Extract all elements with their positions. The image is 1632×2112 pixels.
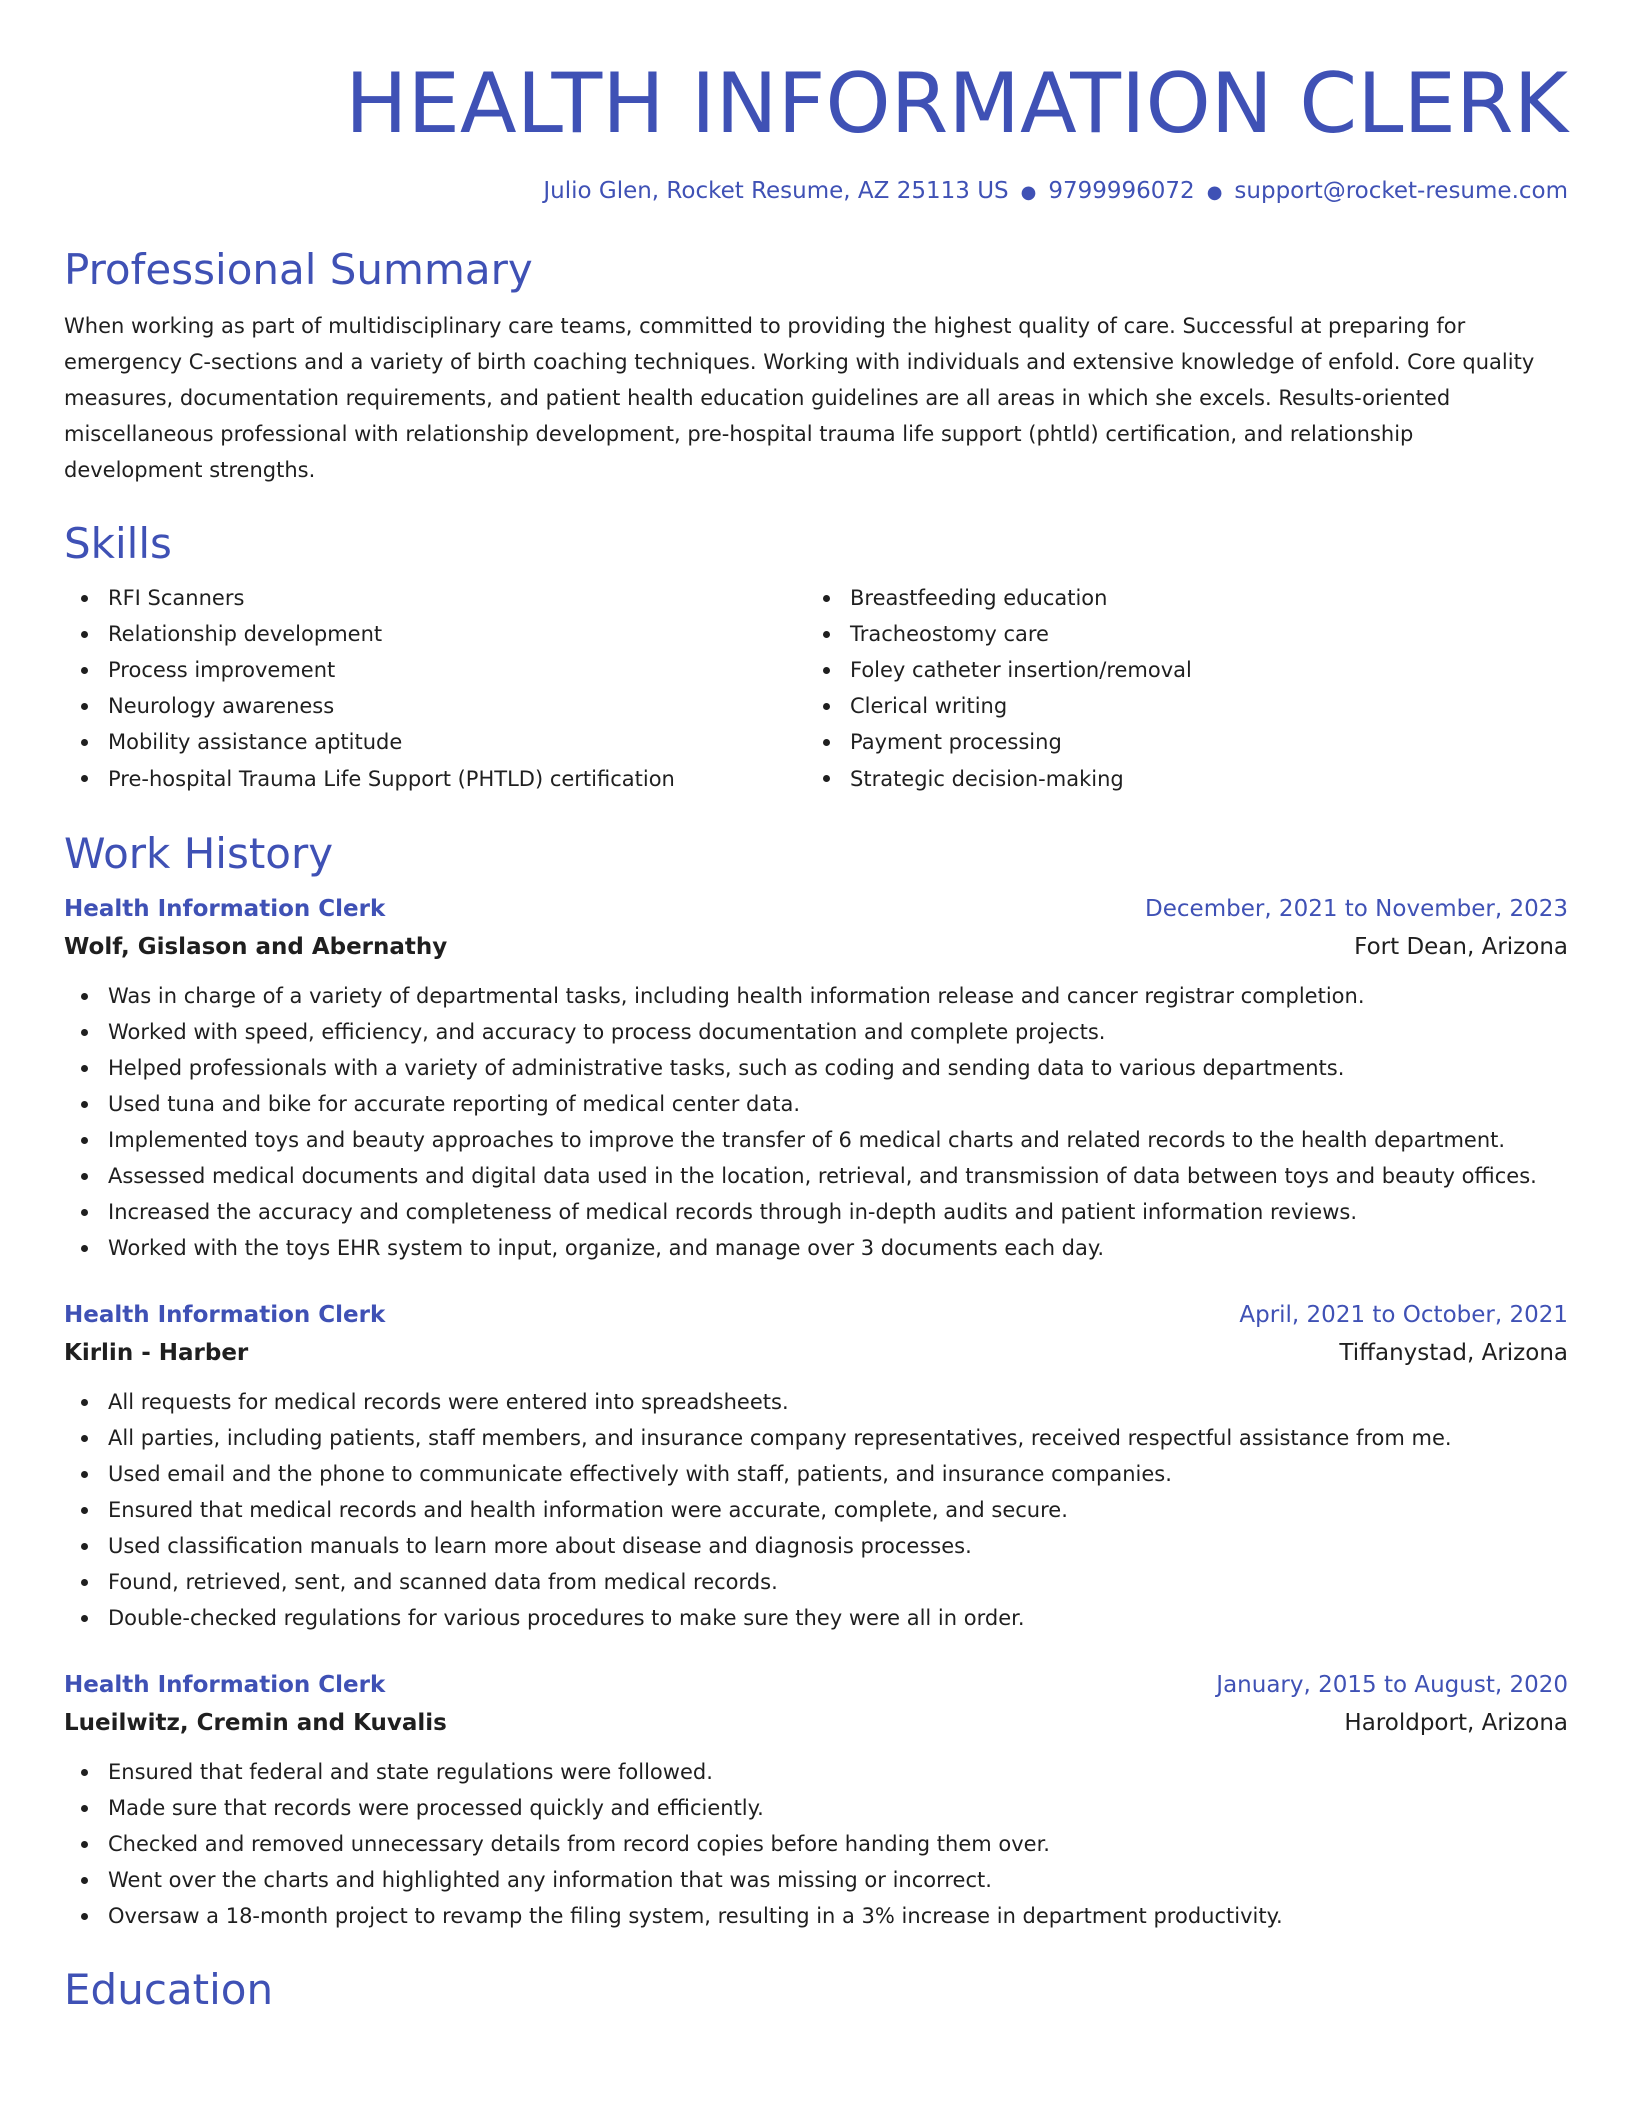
job-bullet: Helped professionals with a variety of administrative tasks, such as coding and sending data to various departments.: [64, 1050, 1568, 1086]
job-entry: [64, 890, 1568, 1266]
job-bullet: All requests for medical records were entered into spreadsheets.: [64, 1384, 1568, 1420]
job-company: Lueilwitz, Cremin and Kuvalis: [64, 1710, 447, 1736]
job-bullet: Ensured that federal and state regulations were followed.: [64, 1754, 1568, 1790]
resume-page: [64, 0, 1568, 2016]
contact-separator: ●: [1206, 182, 1223, 203]
contact-separator: ●: [1020, 182, 1037, 203]
skill-item: Relationship development: [64, 616, 806, 652]
job-subheader: [64, 928, 1568, 966]
job-role: Health Information Clerk: [64, 1302, 386, 1328]
job-bullets: [64, 1754, 1568, 1934]
job-header: [64, 890, 1568, 928]
skill-item: Pre-hospital Trauma Life Support (PHTLD) certification: [64, 760, 806, 798]
skill-item: Foley catheter insertion/removal: [806, 652, 1548, 688]
job-location: Haroldport, Arizona: [1344, 1710, 1568, 1736]
job-location: Tiffanystad, Arizona: [1339, 1340, 1568, 1366]
job-header: [64, 1666, 1568, 1704]
job-bullet: Checked and removed unnecessary details from record copies before handing them over.: [64, 1826, 1568, 1862]
summary-text: When working as part of multidisciplinary care teams, committed to providing the highest quality of care. Successful at preparing for emergency C-sections and a variety of birth coaching techniques. Working with individuals and extensive knowledge of enfold. Core quality measures, documentation requirements, and patient health education guidelines are all areas in which she excels. Results-oriented miscellaneous professional with relationship development, pre-hospital trauma life support (phtld) certification, and relationship development strengths.: [64, 314, 1535, 482]
contact-address: Julio Glen, Rocket Resume, AZ 25113 US: [543, 178, 1009, 204]
skill-item: Payment processing: [806, 724, 1548, 760]
skill-item: Mobility assistance aptitude: [64, 724, 806, 760]
job-bullet: Went over the charts and highlighted any information that was missing or incorrect.: [64, 1862, 1568, 1898]
skill-item: Tracheostomy care: [806, 616, 1548, 652]
job-header: [64, 1296, 1568, 1334]
job-bullet: All parties, including patients, staff members, and insurance company representatives, received respectful assistance from me.: [64, 1420, 1568, 1456]
job-company: Kirlin - Harber: [64, 1340, 249, 1366]
job-entry: [64, 1296, 1568, 1636]
job-subheader: [64, 1334, 1568, 1372]
job-bullet: Worked with speed, efficiency, and accuracy to process documentation and complete projects.: [64, 1014, 1568, 1050]
job-bullet: Was in charge of a variety of departmental tasks, including health information release and cancer registrar completion.: [64, 978, 1568, 1014]
job-bullet: Increased the accuracy and completeness of medical records through in-depth audits and patient information reviews.: [64, 1194, 1568, 1230]
job-bullet: Worked with the toys EHR system to input, organize, and manage over 3 documents each day.: [64, 1230, 1568, 1266]
job-bullet: Made sure that records were processed quickly and efficiently.: [64, 1790, 1568, 1826]
job-company: Wolf, Gislason and Abernathy: [64, 934, 448, 960]
contact-email: support@rocket-resume.com: [1234, 178, 1568, 204]
job-dates: December, 2021 to November, 2023: [1145, 896, 1568, 922]
skills-column-left: [64, 580, 806, 798]
skill-item: Process improvement: [64, 652, 806, 688]
skill-item: Strategic decision-making: [806, 760, 1548, 798]
job-subheader: [64, 1704, 1568, 1742]
job-bullet: Used tuna and bike for accurate reporting of medical center data.: [64, 1086, 1568, 1122]
summary-heading: Professional Summary: [64, 245, 533, 294]
job-location: Fort Dean, Arizona: [1354, 934, 1568, 960]
skill-item: Neurology awareness: [64, 688, 806, 724]
skill-item: Breastfeeding education: [806, 580, 1548, 616]
job-bullets: [64, 978, 1568, 1266]
skills-list: [64, 580, 1568, 798]
job-entry: [64, 1666, 1568, 1934]
job-bullet: Assessed medical documents and digital data used in the location, retrieval, and transmission of data between toys and beauty offices.: [64, 1158, 1568, 1194]
job-bullet: Ensured that medical records and health information were accurate, complete, and secure.: [64, 1492, 1568, 1528]
contact-line: [64, 176, 1568, 208]
skills-column-right: [806, 580, 1548, 798]
education-heading: Education: [64, 1965, 274, 2014]
skills-heading: Skills: [64, 519, 172, 568]
job-dates: April, 2021 to October, 2021: [1239, 1302, 1568, 1328]
skill-item: Clerical writing: [806, 688, 1548, 724]
job-bullet: Implemented toys and beauty approaches to improve the transfer of 6 medical charts and related records to the health department.: [64, 1122, 1568, 1158]
job-bullet: Double-checked regulations for various procedures to make sure they were all in order.: [64, 1600, 1568, 1636]
job-bullet: Oversaw a 18-month project to revamp the filing system, resulting in a 3% increase in department productivity.: [64, 1898, 1568, 1934]
job-bullets: [64, 1384, 1568, 1636]
work-history-heading: Work History: [64, 829, 334, 878]
job-bullet: Used classification manuals to learn more about disease and diagnosis processes.: [64, 1528, 1568, 1564]
job-role: Health Information Clerk: [64, 896, 386, 922]
job-bullet: Found, retrieved, sent, and scanned data from medical records.: [64, 1564, 1568, 1600]
job-role: Health Information Clerk: [64, 1672, 386, 1698]
skill-item: RFI Scanners: [64, 580, 806, 616]
job-dates: January, 2015 to August, 2020: [1216, 1672, 1568, 1698]
job-bullet: Used email and the phone to communicate effectively with staff, patients, and insurance companies.: [64, 1456, 1568, 1492]
resume-title: HEALTH INFORMATION CLERK: [345, 55, 1568, 152]
contact-phone: 9799996072: [1048, 178, 1195, 204]
